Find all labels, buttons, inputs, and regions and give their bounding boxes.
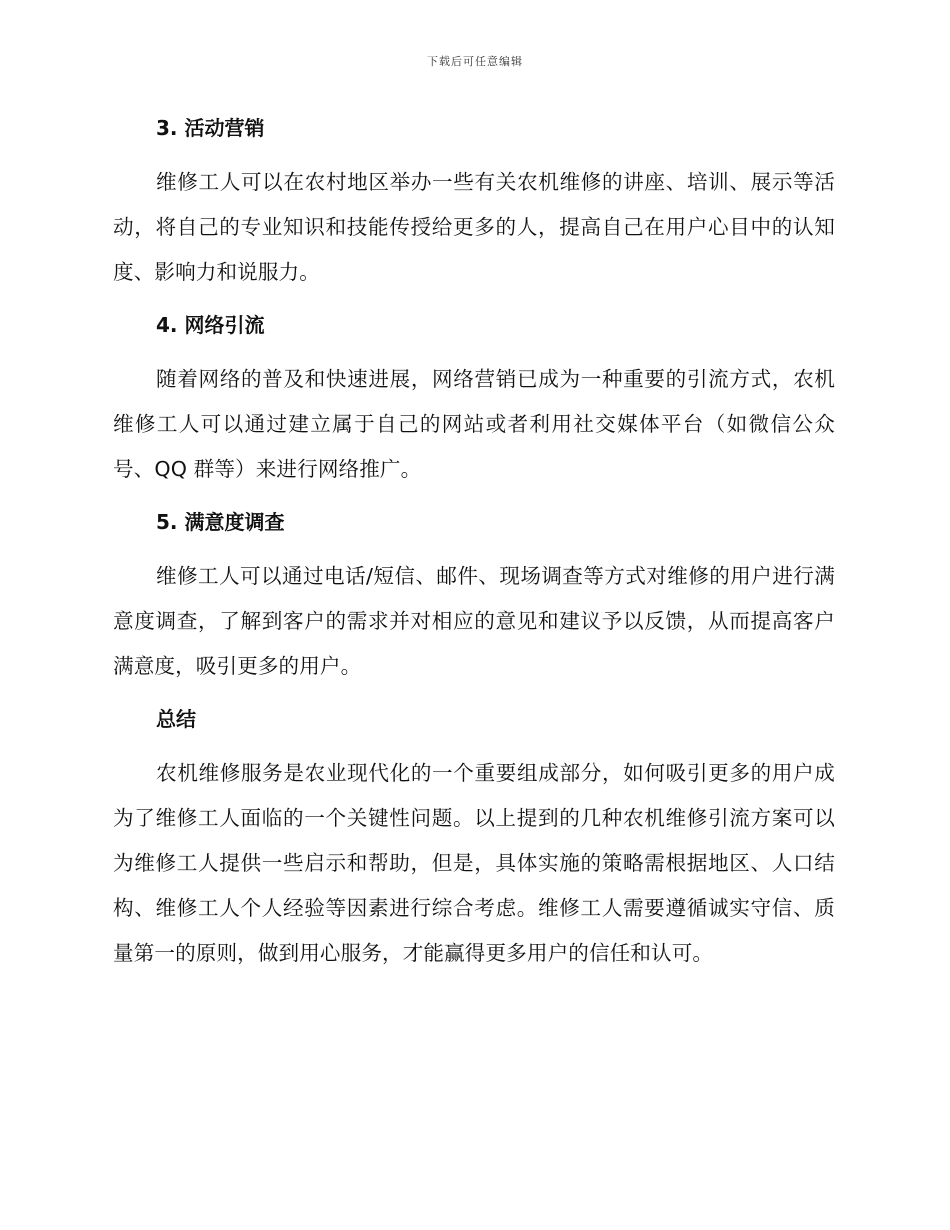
- section-paragraph: 农机维修服务是农业现代化的一个重要组成部分，如何吸引更多的用户成为了维修工人面临的一个关键性问题。以上提到的几种农机维修引流方案可以为维修工人提供一些启示和帮助，但是，具体实施的策略需根据地区、人口结构、维修工人个人经验等因素进行综合考虑。维修工人需要遵循诚实守信、质量第一的原则，做到用心服务，才能赢得更多用户的信任和认可。: [113, 761, 835, 965]
- document-body: [113, 110, 835, 976]
- page-header: 下载后可任意编辑: [427, 55, 523, 68]
- section-heading: 总结: [156, 707, 196, 731]
- section-paragraph: 维修工人可以在农村地区举办一些有关农机维修的讲座、培训、展示等活动，将自己的专业知识和技能传授给更多的人，提高自己在用户心目中的认知度、影响力和说服力。: [113, 170, 835, 284]
- section-satisfaction-survey: [113, 504, 835, 689]
- section-activity-marketing: [113, 110, 835, 295]
- section-heading: 3. 活动营销: [156, 116, 265, 140]
- section-paragraph: 维修工人可以通过电话/短信、邮件、现场调查等方式对维修的用户进行满意度调查，了解到客户的需求并对相应的意见和建议予以反馈，从而提高客户满意度，吸引更多的用户。: [113, 564, 835, 678]
- section-summary: [113, 701, 835, 976]
- section-network-traffic: [113, 307, 835, 492]
- section-heading: 4. 网络引流: [156, 313, 265, 337]
- section-paragraph: 随着网络的普及和快速进展，网络营销已成为一种重要的引流方式，农机维修工人可以通过建立属于自己的网站或者利用社交媒体平台（如微信公众号、QQ 群等）来进行网络推广。: [113, 367, 835, 481]
- section-heading: 5. 满意度调查: [156, 510, 285, 534]
